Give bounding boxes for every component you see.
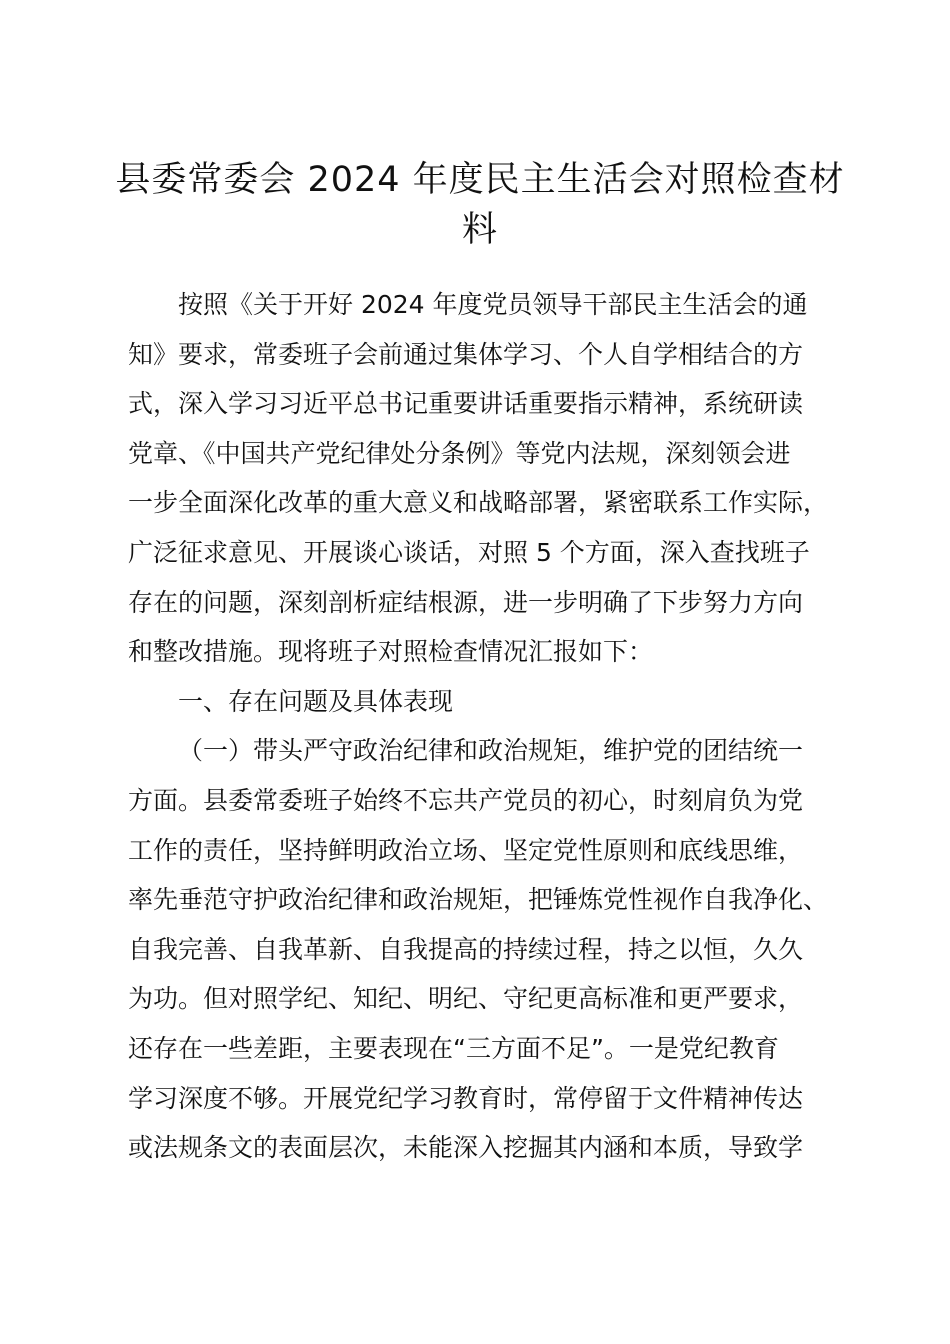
paragraph-line: 学习深度不够。开展党纪学习教育时，常停留于文件精神传达 — [128, 1083, 804, 1113]
paragraph-line: 率先垂范守护政治纪律和政治规矩，把锤炼党性视作自我净化、 — [128, 885, 829, 915]
paragraph-line: 为功。但对照学纪、知纪、明纪、守纪更高标准和更严要求， — [128, 984, 804, 1014]
paragraph-line: 一步全面深化改革的重大意义和战略部署，紧密联系工作实际， — [128, 488, 829, 518]
paragraph-line: 广泛征求意见、开展谈心谈话，对照 5 个方面，深入查找班子 — [128, 537, 810, 567]
paragraph-line: 和整改措施。现将班子对照检查情况汇报如下： — [128, 637, 654, 667]
paragraph-line: 按照《关于开好 2024 年度党员领导干部民主生活会的通 — [178, 290, 808, 319]
paragraph-line: 式，深入学习习近平总书记重要讲话重要指示精神，系统研读 — [128, 389, 804, 419]
document-title — [100, 154, 860, 253]
paragraph-line: 党章、《中国共产党纪律处分条例》等党内法规，深刻领会进 — [128, 438, 791, 468]
paragraph-line: 方面。县委常委班子始终不忘共产党员的初心，时刻肩负为党 — [128, 785, 804, 815]
paragraph-line: 知》要求，常委班子会前通过集体学习、个人自学相结合的方 — [128, 339, 804, 369]
subsection-line: （一）带头严守政治纪律和政治规矩，维护党的团结统一 — [178, 736, 804, 766]
paragraph-line: 存在的问题，深刻剖析症结根源，进一步明确了下步努力方向 — [128, 587, 804, 617]
paragraph-line: 工作的责任，坚持鲜明政治立场、坚定党性原则和底线思维， — [128, 835, 804, 865]
title-line-1: 县委常委会 2024 年度民主生活会对照检查材 — [115, 160, 845, 200]
paragraph-line: 或法规条文的表面层次，未能深入挖掘其内涵和本质，导致学 — [128, 1133, 804, 1163]
paragraph-line: 自我完善、自我革新、自我提高的持续过程，持之以恒，久久 — [128, 934, 804, 964]
document-body — [128, 280, 840, 1173]
paragraph-line: 还存在一些差距，主要表现在“三方面不足”。一是党纪教育 — [128, 1033, 779, 1063]
title-line-2: 料 — [461, 209, 498, 250]
section-heading: 一、存在问题及具体表现 — [178, 686, 454, 716]
